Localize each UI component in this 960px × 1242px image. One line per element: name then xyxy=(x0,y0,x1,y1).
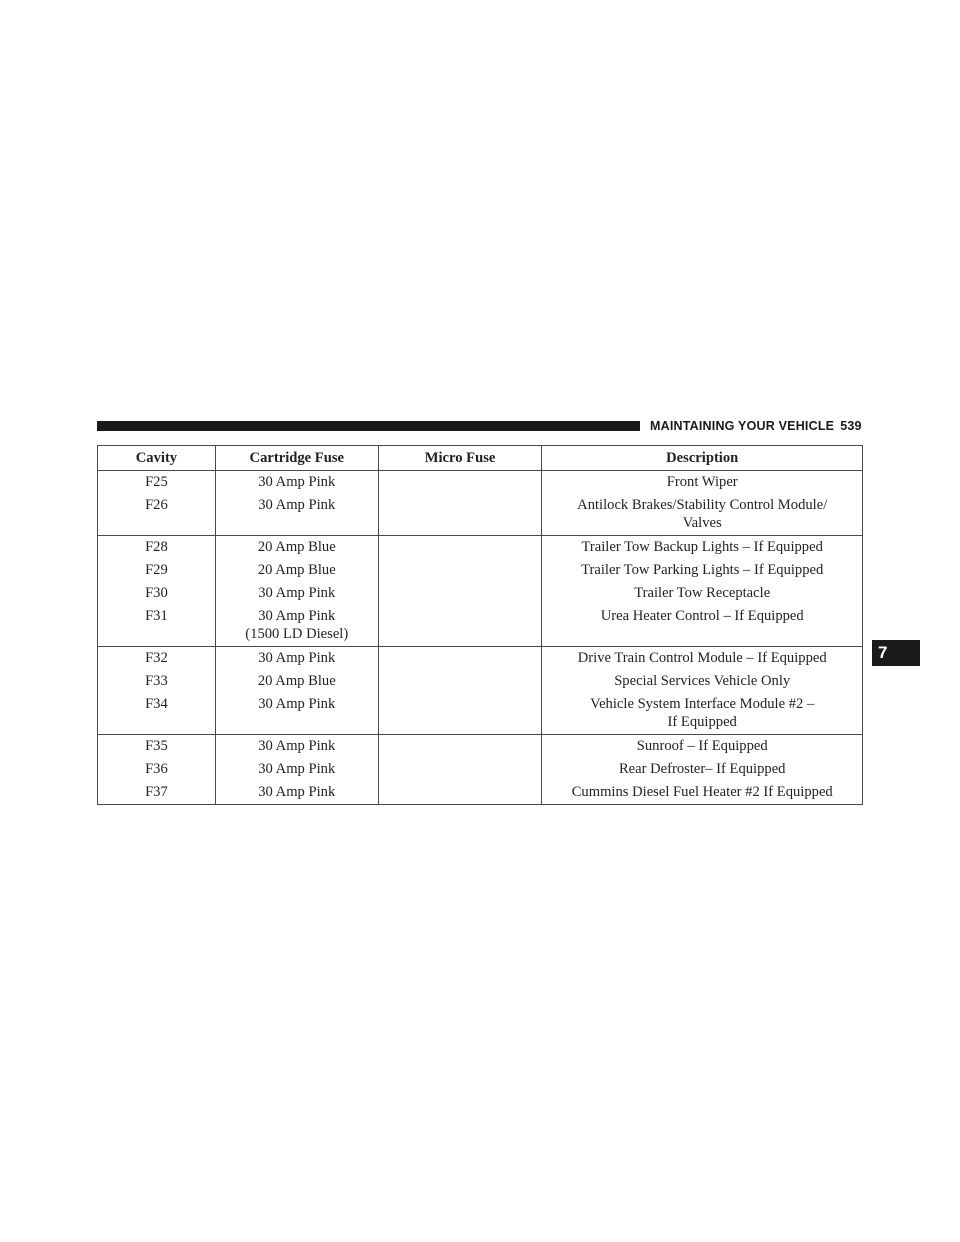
table-row xyxy=(98,735,863,759)
cell-cavity: F25 xyxy=(98,471,216,495)
cell-description xyxy=(542,582,863,605)
cell-description xyxy=(542,693,863,735)
table-row xyxy=(98,605,863,647)
table-row xyxy=(98,559,863,582)
cell-description-line: Trailer Tow Parking Lights – If Equipped xyxy=(581,562,824,578)
cell-micro-fuse xyxy=(378,605,542,647)
cell-micro-fuse xyxy=(378,494,542,536)
table-row xyxy=(98,494,863,536)
table-row xyxy=(98,781,863,805)
cell-cartridge-fuse-line: 20 Amp Blue xyxy=(257,673,336,689)
cell-micro-fuse xyxy=(378,781,542,805)
cell-description xyxy=(542,494,863,536)
cell-description xyxy=(542,471,863,495)
cell-description xyxy=(542,781,863,805)
cell-cartridge-fuse xyxy=(215,647,378,671)
cell-cartridge-fuse xyxy=(215,670,378,693)
cell-micro-fuse xyxy=(378,536,542,560)
cell-description xyxy=(542,647,863,671)
cell-cartridge-fuse-line: 30 Amp Pink xyxy=(258,585,336,601)
column-header-micro-fuse: Micro Fuse xyxy=(378,446,542,471)
table-row xyxy=(98,582,863,605)
cell-description-line: Front Wiper xyxy=(666,474,738,490)
cell-description-line: Drive Train Control Module – If Equipped xyxy=(577,650,827,666)
cell-description-line: Trailer Tow Backup Lights – If Equipped xyxy=(581,539,823,555)
cell-cartridge-fuse xyxy=(215,471,378,495)
page-number: 539 xyxy=(840,419,862,433)
cell-description-line: Special Services Vehicle Only xyxy=(614,673,791,689)
cell-cartridge-fuse-line: 30 Amp Pink xyxy=(258,761,336,777)
running-header xyxy=(650,418,862,434)
cell-description xyxy=(542,605,863,647)
cell-micro-fuse xyxy=(378,670,542,693)
cell-micro-fuse xyxy=(378,582,542,605)
cell-cartridge-fuse xyxy=(215,735,378,759)
column-header-cavity: Cavity xyxy=(98,446,216,471)
cell-micro-fuse xyxy=(378,735,542,759)
cell-cartridge-fuse-line: 20 Amp Blue xyxy=(257,562,336,578)
cell-micro-fuse xyxy=(378,693,542,735)
cell-micro-fuse xyxy=(378,559,542,582)
table-row xyxy=(98,758,863,781)
cell-description xyxy=(542,559,863,582)
table-body xyxy=(98,471,863,805)
cell-cartridge-fuse xyxy=(215,758,378,781)
cell-cartridge-fuse xyxy=(215,781,378,805)
cell-cartridge-fuse xyxy=(215,693,378,735)
column-header-description: Description xyxy=(542,446,863,471)
cell-cartridge-fuse-line: 30 Amp Pink xyxy=(258,497,336,513)
cell-cartridge-fuse-line: 30 Amp Pink xyxy=(258,608,336,624)
cell-cartridge-fuse xyxy=(215,559,378,582)
cell-cartridge-fuse-line: 30 Amp Pink xyxy=(258,650,336,666)
header-rule xyxy=(97,421,640,431)
table-row xyxy=(98,471,863,495)
cell-description-line: Sunroof – If Equipped xyxy=(636,738,768,754)
cell-cartridge-fuse xyxy=(215,536,378,560)
cell-description xyxy=(542,735,863,759)
table-header-row xyxy=(98,446,863,471)
cell-description-line: Rear Defroster– If Equipped xyxy=(618,761,786,777)
cell-description-line: Vehicle System Interface Module #2 – xyxy=(590,696,815,712)
cell-cartridge-fuse-line: (1500 LD Diesel) xyxy=(245,626,349,642)
cell-cavity: F29 xyxy=(98,559,216,582)
cell-cartridge-fuse-line: 30 Amp Pink xyxy=(258,474,336,490)
cell-cavity: F28 xyxy=(98,536,216,560)
cell-micro-fuse xyxy=(378,758,542,781)
cell-cavity: F35 xyxy=(98,735,216,759)
section-title: MAINTAINING YOUR VEHICLE xyxy=(650,419,835,433)
cell-cavity: F36 xyxy=(98,758,216,781)
cell-description xyxy=(542,536,863,560)
table-row xyxy=(98,536,863,560)
cell-description xyxy=(542,758,863,781)
cell-cavity: F30 xyxy=(98,582,216,605)
cell-cartridge-fuse xyxy=(215,582,378,605)
cell-description-line: Trailer Tow Receptacle xyxy=(634,585,771,601)
cell-cartridge-fuse-line: 20 Amp Blue xyxy=(257,539,336,555)
cell-description-line: If Equipped xyxy=(667,714,737,730)
cell-cavity: F32 xyxy=(98,647,216,671)
cell-cavity: F37 xyxy=(98,781,216,805)
cell-description-line: Urea Heater Control – If Equipped xyxy=(600,608,804,624)
cell-cavity: F26 xyxy=(98,494,216,536)
cell-micro-fuse xyxy=(378,471,542,495)
cell-cartridge-fuse xyxy=(215,605,378,647)
cell-description-line: Antilock Brakes/Stability Control Module/ xyxy=(577,497,828,513)
cell-cartridge-fuse xyxy=(215,494,378,536)
cell-cavity: F34 xyxy=(98,693,216,735)
column-header-cartridge-fuse: Cartridge Fuse xyxy=(215,446,378,471)
cell-description xyxy=(542,670,863,693)
cell-cavity: F31 xyxy=(98,605,216,647)
table-row xyxy=(98,670,863,693)
cell-micro-fuse xyxy=(378,647,542,671)
cell-cartridge-fuse-line: 30 Amp Pink xyxy=(258,784,336,800)
cell-cartridge-fuse-line: 30 Amp Pink xyxy=(258,738,336,754)
table-row xyxy=(98,693,863,735)
cell-cavity: F33 xyxy=(98,670,216,693)
chapter-tab: 7 xyxy=(872,640,920,666)
fuse-table xyxy=(97,445,863,805)
cell-description-line: Valves xyxy=(682,515,722,531)
table-row xyxy=(98,647,863,671)
cell-cartridge-fuse-line: 30 Amp Pink xyxy=(258,696,336,712)
cell-description-line: Cummins Diesel Fuel Heater #2 If Equipped xyxy=(571,784,833,800)
